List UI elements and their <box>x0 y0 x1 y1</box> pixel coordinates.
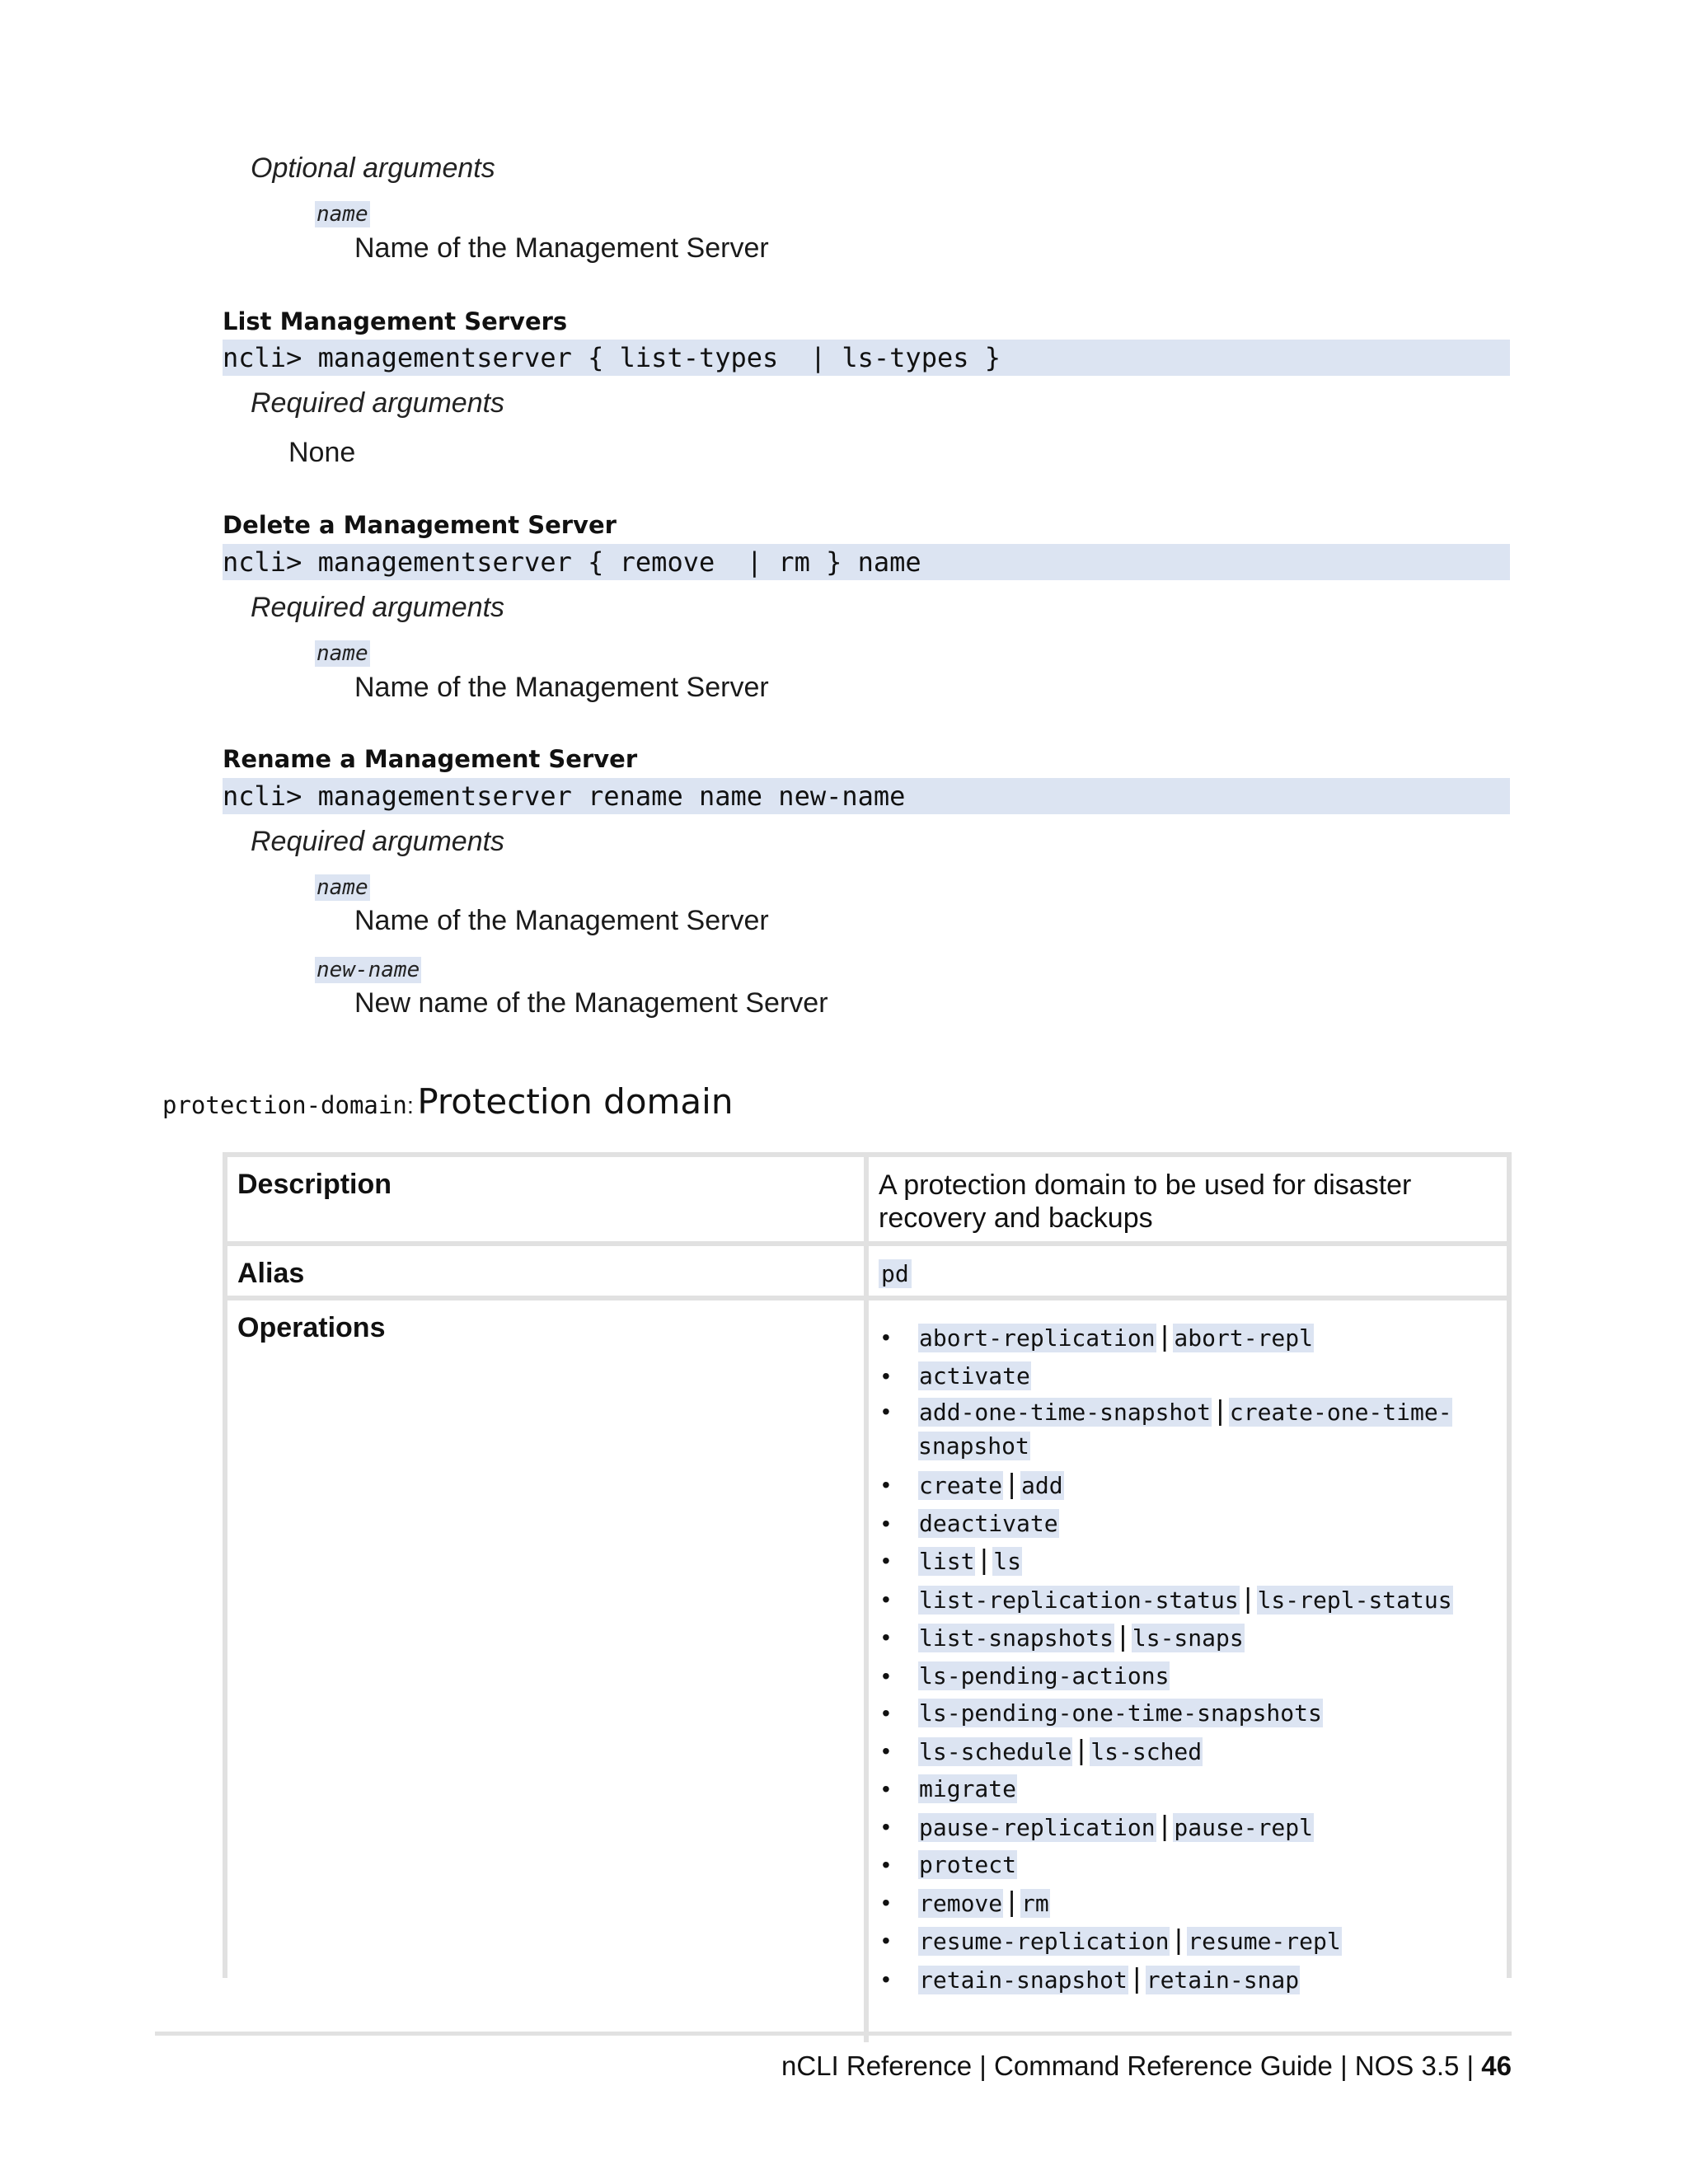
arg-description: Name of the Management Server <box>354 232 769 264</box>
operation-code: ls-schedule <box>919 1737 1072 1765</box>
arg-name: name <box>316 202 368 227</box>
arg-description: Name of the Management Server <box>354 905 769 936</box>
section-heading-list: List Management Servers <box>223 307 568 335</box>
operation-item <box>879 1357 1457 1395</box>
arg-name: new-name <box>316 958 420 982</box>
section-title-command: protection-domain <box>162 1091 407 1119</box>
operation-code: resume-repl <box>1188 1928 1341 1955</box>
operation-code: resume-replication <box>919 1928 1170 1955</box>
operation-code: ls <box>993 1548 1021 1575</box>
required-arguments-label: Required arguments <box>251 387 505 419</box>
command-line-rename: ncli> managementserver rename name new-name <box>223 778 1510 814</box>
operation-code: ls-repl-status <box>1257 1586 1452 1614</box>
operation-code: rm <box>1021 1889 1049 1917</box>
operation-code: ls-snaps <box>1132 1624 1244 1652</box>
table-cell-label: Alias <box>227 1246 869 1296</box>
page-footer <box>781 2050 1512 2082</box>
table-cell-value <box>869 1301 1507 2042</box>
operation-code: list-snapshots <box>919 1624 1114 1652</box>
operation-separator: | <box>1119 1621 1127 1652</box>
operation-code: ls-pending-actions <box>919 1661 1170 1690</box>
table-cell-label: Description <box>227 1157 869 1241</box>
operation-separator: | <box>1217 1395 1224 1427</box>
operation-item <box>879 1581 1457 1619</box>
command-line-delete: ncli> managementserver { remove | rm } name <box>223 544 1510 580</box>
arg-description: New name of the Management Server <box>354 987 828 1019</box>
operation-item <box>879 1394 1457 1463</box>
operation-code: abort-repl <box>1174 1324 1313 1352</box>
operation-separator: | <box>1132 1962 1141 1994</box>
table-cell-value <box>869 1246 1507 1296</box>
operation-code: remove <box>919 1889 1003 1917</box>
operation-code: activate <box>919 1361 1030 1390</box>
operation-item <box>879 1922 1457 1961</box>
operation-separator: | <box>1077 1734 1085 1766</box>
operation-code: list <box>919 1548 975 1575</box>
operation-separator: | <box>1175 1924 1183 1956</box>
operation-item <box>879 1466 1457 1505</box>
operation-separator: | <box>1160 1810 1169 1842</box>
footer-divider <box>155 2032 1512 2036</box>
table-row-alias <box>227 1246 1507 1301</box>
operations-list <box>879 1319 1457 1999</box>
footer-text: nCLI Reference | Command Reference Guide | NOS 3.5 | <box>781 2050 1482 2081</box>
table-row-operations <box>227 1301 1507 2042</box>
operation-separator: | <box>1008 1886 1015 1918</box>
arg-name: name <box>316 641 368 666</box>
protection-domain-table <box>223 1152 1512 1994</box>
operation-separator: | <box>1160 1321 1169 1352</box>
operation-code: migrate <box>919 1775 1017 1802</box>
command-line-list: ncli> managementserver { list-types | ls-types } <box>223 340 1510 376</box>
page-number: 46 <box>1481 2050 1512 2081</box>
operation-code: abort-replication <box>919 1324 1156 1352</box>
operation-item <box>879 1542 1457 1581</box>
section-title-colon: : <box>406 1093 414 1119</box>
operation-code: ls-sched <box>1090 1737 1203 1765</box>
operation-code: add <box>1021 1472 1063 1499</box>
operation-item <box>879 1319 1457 1357</box>
operation-separator: | <box>980 1544 988 1576</box>
operation-item <box>879 1808 1457 1847</box>
arg-description: Name of the Management Server <box>354 672 769 703</box>
optional-arguments-label: Optional arguments <box>251 152 495 184</box>
section-heading-rename: Rename a Management Server <box>223 745 638 773</box>
table-cell-label: Operations <box>227 1301 869 2042</box>
operation-item <box>879 1694 1457 1732</box>
operation-separator: | <box>1008 1469 1015 1500</box>
operation-item <box>879 1961 1457 1999</box>
operation-item <box>879 1846 1457 1884</box>
arg-name: name <box>316 875 368 900</box>
operation-item <box>879 1884 1457 1923</box>
operation-code: retain-snapshot <box>919 1966 1128 1994</box>
operation-item <box>879 1505 1457 1543</box>
operation-code: pause-replication <box>919 1813 1156 1841</box>
operation-separator: | <box>1244 1582 1252 1615</box>
operation-code: ls-pending-one-time-snapshots <box>919 1699 1322 1727</box>
alias-code: pd <box>879 1259 912 1288</box>
required-arguments-label: Required arguments <box>251 826 505 857</box>
operation-code: pause-repl <box>1174 1813 1313 1841</box>
operation-code: protect <box>919 1851 1017 1878</box>
operation-code: add-one-time-snapshot <box>919 1399 1212 1426</box>
operation-item <box>879 1732 1457 1771</box>
section-title-protection-domain <box>162 1081 733 1122</box>
operation-code: create-one-time-snapshot <box>918 1399 1452 1460</box>
required-arguments-label: Required arguments <box>251 592 505 623</box>
table-cell-value: A protection domain to be used for disaster recovery and backups <box>879 1169 1412 1234</box>
section-heading-delete: Delete a Management Server <box>223 511 617 539</box>
operation-code: retain-snap <box>1146 1966 1300 1994</box>
operation-code: list-replication-status <box>919 1586 1239 1614</box>
operation-item <box>879 1770 1457 1808</box>
operation-item <box>879 1619 1457 1657</box>
section-title-text: Protection domain <box>417 1081 734 1122</box>
operation-code: create <box>919 1472 1003 1499</box>
operation-item <box>879 1657 1457 1695</box>
operation-code: deactivate <box>919 1509 1058 1537</box>
none-text: None <box>288 437 356 468</box>
table-row-description <box>227 1157 1507 1246</box>
